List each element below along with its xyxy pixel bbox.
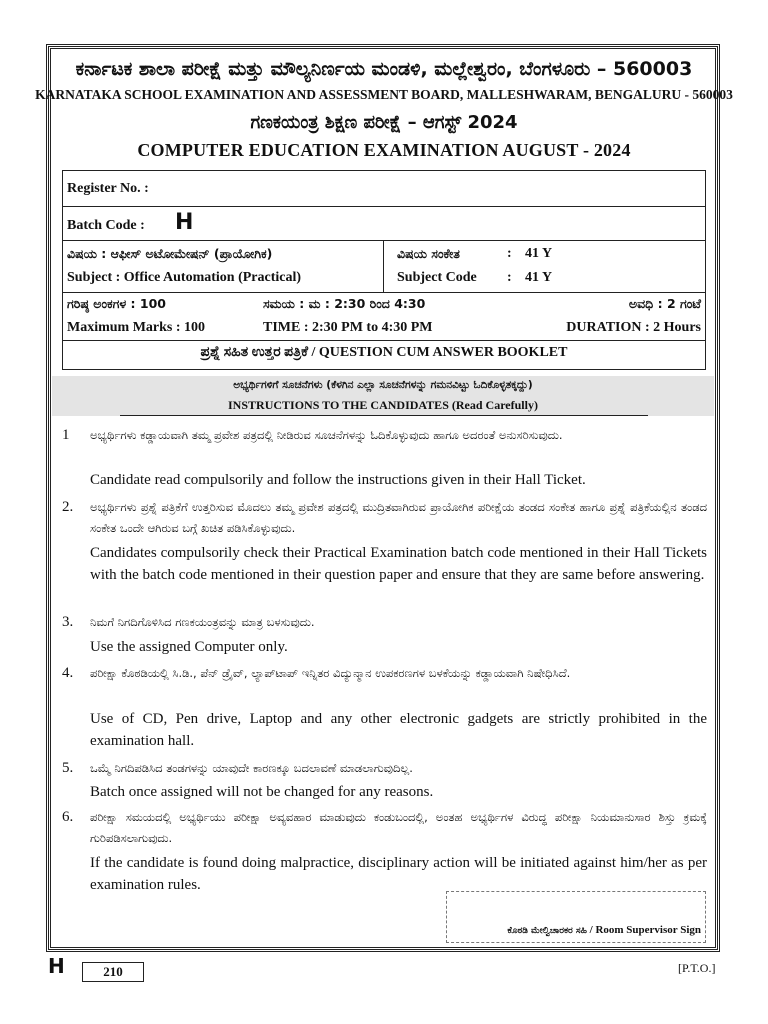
booklet-title: ಪ್ರಶ್ನೆ ಸಹಿತ ಉತ್ತರ ಪತ್ರಿಕೆ / QUESTION CUM ANSWER BOOKLET xyxy=(200,345,568,360)
supervisor-sign-separator: / xyxy=(589,924,593,936)
register-label: Register No. : xyxy=(67,181,149,196)
board-title-english: KARNATAKA SCHOOL EXAMINATION AND ASSESSMENT BOARD, MALLESHWARAM, BENGALURU - 560003 xyxy=(35,87,733,102)
instruction-english: Use the assigned Computer only. xyxy=(90,639,288,655)
instruction-kannada: ಅಭ್ಯರ್ಥಿಗಳು ಪ್ರಶ್ನೆ ಪತ್ರಿಕೆಗೆ ಉತ್ತರಿಸುವ ಮೊದಲು ತಮ್ಮ ಪ್ರವೇಶ ಪತ್ರದಲ್ಲಿ ಮುದ್ರಿತವಾಗಿರುವ ಪ್ರಾಯೋಗಿಕ ಪರೀಕ್ಷೆಯ ತಂಡದ ಸಂಕೇತ ಹಾಗೂ ಪ್ರಶ್ನೆ ಪತ್ರಿಕೆಯಲ್ಲಿನ ತಂಡದ ಸಂಕೇತ ಒಂದೇ ಆಗಿರುವ ಬಗ್ಗೆ ಖಚಿತ ಪಡಿಸಿಕೊಳ್ಳುವುದು. xyxy=(90,500,707,535)
subject-code-value-1: 41 Y xyxy=(525,246,553,261)
set-mark: H xyxy=(48,954,65,978)
instruction-english: Batch once assigned will not be changed for any reasons. xyxy=(90,784,434,800)
instruction-number: 6. xyxy=(62,809,74,825)
duration-kannada: ಅವಧಿ : 2 ಗಂಟೆ xyxy=(628,296,701,311)
board-title-kannada: ಕರ್ನಾಟಕ ಶಾಲಾ ಪರೀಕ್ಷೆ ಮತ್ತು ಮೌಲ್ಯನಿರ್ಣಯ ಮಂಡಳಿ, ಮಲ್ಲೇಶ್ವರಂ, ಬೆಂಗಳೂರು – 560003 xyxy=(75,58,693,80)
instructions-heading-rule xyxy=(120,415,648,416)
candidate-details-box xyxy=(62,170,706,370)
time-english: TIME : 2:30 PM to 4:30 PM xyxy=(263,320,433,335)
subject-code-label-english: Subject Code xyxy=(397,270,477,285)
batch-code-value: H xyxy=(175,210,194,235)
supervisor-sign-box xyxy=(446,891,706,943)
page-number: 210 xyxy=(82,962,144,982)
register-row xyxy=(63,171,705,207)
subject-label-english: Subject : Office Automation (Practical) xyxy=(67,270,302,285)
max-marks-kannada: ಗರಿಷ್ಠ ಅಂಕಗಳ : 100 xyxy=(67,296,166,311)
supervisor-sign-label xyxy=(507,924,701,936)
instruction-kannada: ಒಮ್ಮೆ ನಿಗದಿಪಡಿಸಿದ ತಂಡಗಳನ್ನು ಯಾವುದೇ ಕಾರಣಕ್ಕೂ ಬದಲಾವಣೆ ಮಾಡಲಾಗುವುದಿಲ್ಲ. xyxy=(90,761,413,775)
subject-code-value-2: 41 Y xyxy=(525,270,553,285)
exam-title-kannada: ಗಣಕಯಂತ್ರ ಶಿಕ್ಷಣ ಪರೀಕ್ಷೆ – ಆಗಸ್ಟ್ 2024 xyxy=(250,112,518,133)
exam-title-english: COMPUTER EDUCATION EXAMINATION AUGUST - 2024 xyxy=(137,140,631,160)
instruction-number: 1 xyxy=(62,427,70,443)
time-kannada: ಸಮಯ : ಮ : 2:30 ರಿಂದ 4:30 xyxy=(263,296,426,311)
marks-time-row xyxy=(63,293,705,341)
batch-row xyxy=(63,207,705,241)
instruction-kannada: ನಿಮಗೆ ನಿಗದಿಗೊಳಿಸಿದ ಗಣಕಯಂತ್ರವನ್ನು ಮಾತ್ರ ಬಳಸುವುದು. xyxy=(90,615,315,629)
subject-row xyxy=(63,241,705,293)
instructions-heading-kannada: ಅಭ್ಯರ್ಥಿಗಳಿಗೆ ಸೂಚನೆಗಳು (ಕೆಳಗಿನ ಎಲ್ಲಾ ಸೂಚನೆಗಳನ್ನು ಗಮನವಿಟ್ಟು ಓದಿಕೊಳ್ಳತಕ್ಕದ್ದು) xyxy=(233,379,533,391)
instruction-english: If the candidate is found doing malpractice, disciplinary action will be initiated against him/her as per examination rules. xyxy=(90,855,707,893)
instruction-number: 5. xyxy=(62,760,74,776)
supervisor-sign-english: Room Supervisor Sign xyxy=(595,924,701,936)
instruction-english: Candidates compulsorily check their Practical Examination batch code mentioned in their Hall Tickets with the batch code mentioned in their question paper and ensure that they are same before answering. xyxy=(90,545,707,583)
max-marks-english: Maximum Marks : 100 xyxy=(67,320,206,335)
instruction-number: 2. xyxy=(62,499,74,515)
instruction-kannada: ಅಭ್ಯರ್ಥಿಗಳು ಕಡ್ಡಾಯವಾಗಿ ತಮ್ಮ ಪ್ರವೇಶ ಪತ್ರದಲ್ಲಿ ನೀಡಿರುವ ಸೂಚನೆಗಳನ್ನು ಓದಿಕೊಳ್ಳುವುದು ಹಾಗೂ ಅದರಂತೆ ಅನುಸರಿಸುವುದು. xyxy=(90,428,563,442)
instruction-number: 4. xyxy=(62,665,74,681)
subject-code-label-kannada: ವಿಷಯ ಸಂಕೇತ xyxy=(397,246,460,261)
booklet-row xyxy=(63,341,705,369)
instructions-heading-english: INSTRUCTIONS TO THE CANDIDATES (Read Carefully) xyxy=(228,398,538,412)
instruction-kannada: ಪರೀಕ್ಷಾ ಸಮಯದಲ್ಲಿ ಅಭ್ಯರ್ಥಿಯು ಪರೀಕ್ಷಾ ಅವ್ಯವಹಾರ ಮಾಡುವುದು ಕಂಡುಬಂದಲ್ಲಿ, ಅಂತಹ ಅಭ್ಯರ್ಥಿಗಳ ವಿರುದ್ಧ ಪರೀಕ್ಷಾ ನಿಯಮಾನುಸಾರ ಶಿಸ್ತು ಕ್ರಮಕ್ಕೆ ಗುರಿಪಡಿಸಲಾಗುವುದು. xyxy=(90,810,707,845)
instruction-number: 3. xyxy=(62,614,74,630)
subject-code-sep-2: : xyxy=(507,270,512,285)
instruction-english: Candidate read compulsorily and follow the instructions given in their Hall Ticket. xyxy=(90,472,586,488)
subject-label-kannada: ವಿಷಯ : ಆಫೀಸ್ ಅಟೋಮೇಷನ್ (ಪ್ರಾಯೋಗಿಕ) xyxy=(67,246,273,261)
supervisor-sign-kannada: ಕೊಠಡಿ ಮೇಲ್ವಿಚಾರಕರ ಸಹಿ xyxy=(507,926,587,936)
batch-label: Batch Code : xyxy=(67,218,145,233)
subject-code-sep-1: : xyxy=(507,246,512,261)
duration-english: DURATION : 2 Hours xyxy=(566,320,701,335)
instruction-english: Use of CD, Pen drive, Laptop and any other electronic gadgets are strictly prohibited in the examination hall. xyxy=(90,711,707,749)
pto-label: [P.T.O.] xyxy=(678,961,716,975)
instruction-kannada: ಪರೀಕ್ಷಾ ಕೊಠಡಿಯಲ್ಲಿ ಸಿ.ಡಿ., ಪೆನ್ ಡ್ರೈವ್, ಲ್ಯಾಪ್‌ಟಾಪ್ ಇನ್ನಿತರ ವಿದ್ಯುನ್ಮಾನ ಉಪಕರಣಗಳ ಬಳಕೆಯನ್ನು ಕಡ್ಡಾಯವಾಗಿ ನಿಷೇಧಿಸಿದೆ. xyxy=(90,666,571,680)
